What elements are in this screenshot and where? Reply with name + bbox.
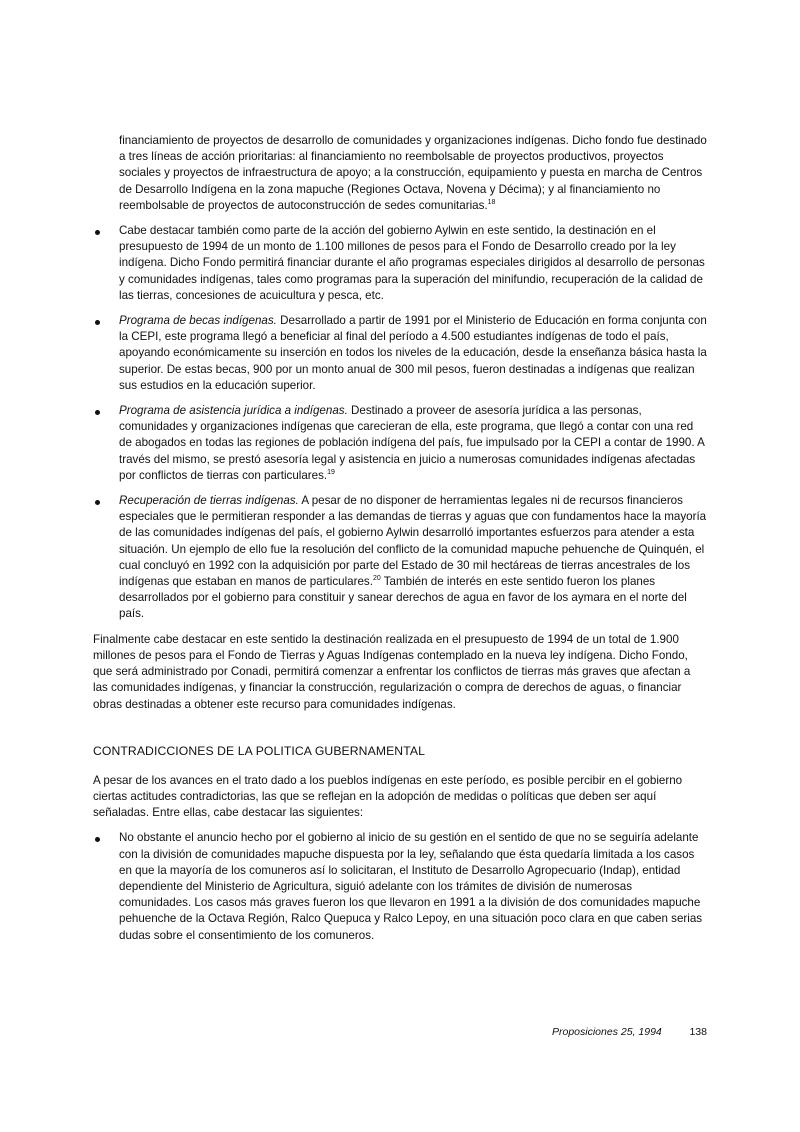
list-item-text: Desarrollado a partir de 1991 por el Ministerio de Educación en forma conjunta con la CEPI, este programa llegó a beneficiar al final del período a 4.500 estudiantes indígenas de todo el país, apoyando económicamente su inserción en todos los niveles de la educación, desde la enseñanza básica hasta la superior. De estas becas, 900 por un monto anual de 300 mil pesos, fueron destinadas a indígenas que realizan sus estudios en la educación superior. — [119, 314, 707, 392]
page-number: 138 — [689, 1026, 707, 1038]
footer-source: Proposiciones 25, 1994 — [552, 1026, 662, 1038]
bullet-icon — [95, 500, 100, 505]
footnote-ref-20[interactable]: 20 — [372, 575, 381, 583]
list-item-title: Programa de becas indígenas. — [119, 314, 277, 328]
list-item-text: Cabe destacar también como parte de la acción del gobierno Aylwin en este sentido, la destinación en el presupuesto de 1994 de un monto de 1.100 millones de pesos para el Fondo de Desarrollo creado por la ley indígena. Dicho Fondo permitirá financiar durante el año programas especiales dirigidos al desarrollo de personas y comunidades indígenas, tales como programas para la superación del minifundio, recuperación de la calidad de las tierras, concesiones de acuicultura y pesca, etc. — [119, 224, 705, 302]
program-list — [93, 223, 707, 623]
list-item-fondo-desarrollo — [93, 223, 707, 304]
section-heading: CONTRADICCIONES DE LA POLITICA GUBERNAMENTAL — [93, 743, 425, 758]
list-item-text: No obstante el anuncio hecho por el gobierno al inicio de su gestión en el sentido de que no se seguiría adelante con la división de comunidades mapuche dispuesta por la ley, señalando que ésta quedaría limitada a los casos en que la mayoría de los comuneros así lo solicitaran, el Instituto de Desarrollo Agropecuario (Indap), entidad dependiente del Ministerio de Agricultura, siguió adelante con los trámites de división de numerosas comunidades. Los casos más graves fueron los que llevaron en 1991 a la división de dos comunidades mapuche pehuenche de la Octava Región, Ralco Quepuca y Ralco Lepoy, en una situación poco clara en que caben serias dudas sobre el consentimiento de los comuneros. — [119, 831, 703, 942]
list-item-asistencia-juridica — [93, 403, 707, 484]
list-item-text: A pesar de no disponer de herramientas legales ni de recursos financieros especiales que le permitieran responder a las demandas de tierras y aguas que con fundamentos hace la mayoría de las comunidades indígenas del país, el gobierno Aylwin desarrolló importantes esfuerzos para atender a esta situación. Un ejemplo de ello fue la resolución del conflicto de la comunidad mapuche pehuenche de Quinquén, el cual concluyó en 1992 con la adquisición por parte del Estado de 30 mil hectáreas de tierras ancestrales de los indígenas que estaban en manos de particulares. — [119, 494, 707, 589]
page-body — [93, 133, 707, 953]
bullet-icon — [95, 410, 100, 415]
bullet-icon — [95, 837, 100, 842]
list-item-division-comunidades — [93, 830, 707, 943]
list-item-text: Destinado a proveer de asesoría jurídica a las personas, comunidades y organizaciones indígenas que carecieran de ella, este programa, que llegó a contar con una red de abogados en todas las regiones de población indígena del país, fue impulsado por la CEPI a contar de 1990. A través del mismo, se prestó asesoría legal y asistencia en juicio a numerosas comunidades indígenas afectadas por conflictos de tierras con particulares. — [119, 404, 705, 482]
footnote-ref-18[interactable]: 18 — [487, 198, 496, 206]
contradictions-list — [93, 830, 707, 943]
bullet-icon — [95, 230, 100, 235]
bullet-icon — [95, 320, 100, 325]
list-item-becas — [93, 313, 707, 394]
list-item-title: Programa de asistencia jurídica a indígenas. — [119, 404, 348, 418]
list-item-title: Recuperación de tierras indígenas. — [119, 494, 299, 508]
list-item-text-continued: También de interés en este sentido fueron los planes desarrollados por el gobierno para constituir y sanear derechos de agua en favor de los aymara en el norte del país. — [119, 575, 687, 621]
section-intro: A pesar de los avances en el trato dado a los pueblos indígenas en este período, es posible percibir en el gobierno ciertas actitudes contradictorias, las que se reflejan en la adopción de medidas o políticas que deben ser aquí señaladas. Entre ellas, cabe destacar las siguientes: — [93, 773, 683, 820]
page-footer — [552, 1025, 707, 1039]
continued-paragraph-text: financiamiento de proyectos de desarrollo de comunidades y organizaciones indígenas. Dicho fondo fue destinado a tres líneas de acción prioritarias: al financiamiento no reembolsable de proyectos productivos, proyectos sociales y proyectos de infraestructura de apoyo; a la construcción, equipamiento y puesta en marcha de Centros de Desarrollo Indígena en la zona mapuche (Regiones Octava, Novena y Décima); y al financiamiento no reembolsable de proyectos de autoconstrucción de sedes comunitarias. — [119, 134, 707, 212]
closing-paragraph: Finalmente cabe destacar en este sentido la destinación realizada en el presupuesto de 1994 de un total de 1.900 millones de pesos para el Fondo de Tierras y Aguas Indígenas contemplado en la nueva ley indígena. Dicho Fondo, que será administrado por Conadi, permitirá comenzar a enfrentar los conflictos de tierras más graves que afectan a las comunidades indígenas, y financiar la construcción, regularización o compra de derechos de aguas, o financiar obras destinadas a obtener este recurso para comunidades indígenas. — [93, 632, 691, 711]
list-item-recuperacion-tierras — [93, 493, 707, 623]
footnote-ref-19[interactable]: 19 — [327, 468, 335, 476]
continued-paragraph — [93, 133, 707, 214]
